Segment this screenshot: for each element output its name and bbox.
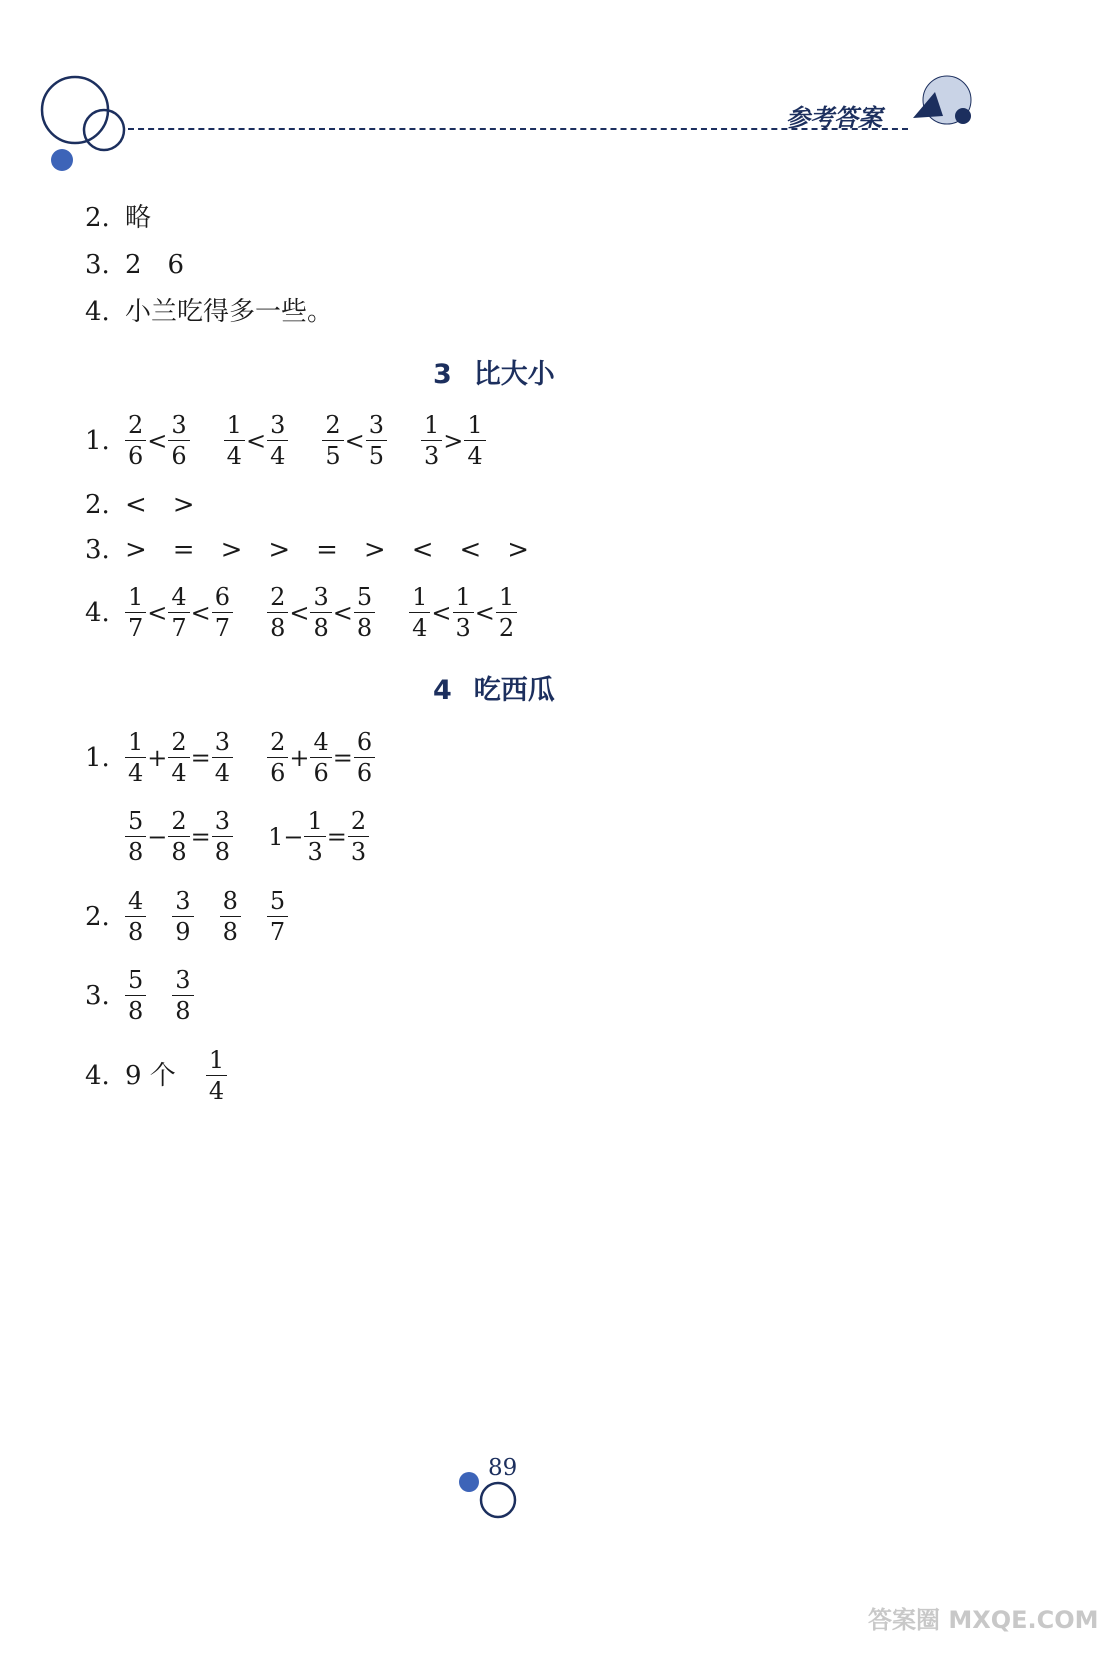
fraction: $\frac{8}{8}$ [220,886,241,947]
header-title: 参考答案 [786,104,882,132]
answer-fraction [220,886,241,947]
answer-fraction [172,965,193,1026]
watermark: 答案圈 MXQE.COM [868,1606,1099,1634]
answer-line [85,886,314,947]
fraction: $\frac{6}{6}$ [354,727,375,788]
answer-text: 2 6 [125,250,185,280]
comparison-expression: $\frac{2}{5}$ < $\frac{3}{5}$ [322,410,387,471]
answer-fraction [125,965,146,1026]
fraction: $\frac{2}{8}$ [168,806,189,867]
fraction: $\frac{4}{6}$ [310,727,331,788]
answer-line [85,410,520,471]
question-number: 3. [85,250,110,280]
header-book-icon [905,72,975,132]
section-number: 3 [433,359,452,390]
fraction: $\frac{1}{4}$ [409,582,430,643]
fraction: $\frac{1}{3}$ [304,806,325,867]
question-number: 1. [85,742,110,773]
fraction: $\frac{3}{4}$ [267,410,288,471]
fraction: $\frac{5}{7}$ [267,886,288,947]
header-circles-decoration [38,70,133,180]
answer-line [85,245,184,285]
question-number: 4. [85,297,110,327]
answer-line [85,198,151,238]
comparison-expression: $\frac{1}{3}$ > $\frac{1}{4}$ [421,410,486,471]
fraction: $\frac{3}{6}$ [168,410,189,471]
fraction: $\frac{2}{3}$ [348,806,369,867]
comparison-expression: $\frac{2}{6}$ < $\frac{3}{6}$ [125,410,190,471]
answer-fraction [267,886,288,947]
equation: $\frac{1}{4}$ + $\frac{2}{4}$ = $\frac{3}{4}$ [125,727,233,788]
fraction: $\frac{2}{5}$ [322,410,343,471]
fraction: $\frac{2}{8}$ [267,582,288,643]
ordering-expression: $\frac{2}{8}$ < $\frac{3}{8}$ < $\frac{5}{8}$ [267,582,375,643]
answer-line [85,485,195,525]
page-number: 89 [488,1455,518,1481]
fraction: $\frac{5}{8}$ [354,582,375,643]
answer-line [85,582,551,643]
question-number: 2. [85,901,110,932]
answer-fraction [172,886,193,947]
answer-line [85,1045,261,1106]
fraction: $\frac{1}{7}$ [125,582,146,643]
answer-line [85,292,333,332]
fraction: $\frac{1}{4}$ [464,410,485,471]
answer-fraction [206,1045,227,1106]
fraction: $\frac{5}{8}$ [125,806,146,867]
section-heading [433,352,555,391]
fraction: $\frac{2}{4}$ [168,727,189,788]
answer-text: < > [125,490,195,520]
question-number: 2. [85,203,110,233]
answer-line [85,727,409,788]
question-number: 2. [85,490,110,520]
fraction: $\frac{2}{6}$ [125,410,146,471]
fraction: $\frac{3}{8}$ [310,582,331,643]
fraction: $\frac{5}{8}$ [125,965,146,1026]
question-number: 4. [85,1060,110,1091]
answer-text: 9 个 [125,1060,176,1091]
equation: $\frac{2}{6}$ + $\frac{4}{6}$ = $\frac{6}{6}$ [267,727,375,788]
section-title: 比大小 [473,359,555,390]
question-number: 3. [85,980,110,1011]
question-number: 4. [85,597,110,628]
fraction: $\frac{6}{7}$ [212,582,233,643]
answer-line [85,965,220,1026]
question-number: 1. [85,425,110,456]
fraction: $\frac{4}{7}$ [168,582,189,643]
equation: $\frac{5}{8}$ − $\frac{2}{8}$ = $\frac{3}{8}$ [125,806,233,867]
fraction: $\frac{4}{8}$ [125,886,146,947]
question-number: 3. [85,535,110,565]
fraction: $\frac{1}{4}$ [125,727,146,788]
section-title: 吃西瓜 [473,675,555,706]
comparison-expression: $\frac{1}{4}$ < $\frac{3}{4}$ [224,410,289,471]
answer-text: > = > > = > < < > [125,535,530,565]
answer-text: 小兰吃得多一些。 [125,297,334,327]
section-heading [433,668,555,707]
fraction: $\frac{1}{3}$ [421,410,442,471]
fraction: $\frac{3}{4}$ [212,727,233,788]
fraction: $\frac{2}{6}$ [267,727,288,788]
fraction: $\frac{1}{3}$ [453,582,474,643]
ordering-expression: $\frac{1}{7}$ < $\frac{4}{7}$ < $\frac{6}{7}$ [125,582,233,643]
answer-text: 略 [125,203,152,233]
fraction: $\frac{3}{5}$ [366,410,387,471]
fraction: $\frac{1}{4}$ [224,410,245,471]
fraction: $\frac{3}{8}$ [172,965,193,1026]
ordering-expression: $\frac{1}{4}$ < $\frac{1}{3}$ < $\frac{1}{2}$ [409,582,517,643]
fraction: $\frac{1}{2}$ [496,582,517,643]
fraction: $\frac{1}{4}$ [206,1045,227,1106]
answer-line [85,806,403,867]
fraction: $\frac{3}{9}$ [172,886,193,947]
answer-line [85,530,529,570]
section-number: 4 [433,675,452,706]
fraction: $\frac{3}{8}$ [212,806,233,867]
answer-fraction [125,886,146,947]
equation: 1− $\frac{1}{3}$ = $\frac{2}{3}$ [267,806,369,867]
